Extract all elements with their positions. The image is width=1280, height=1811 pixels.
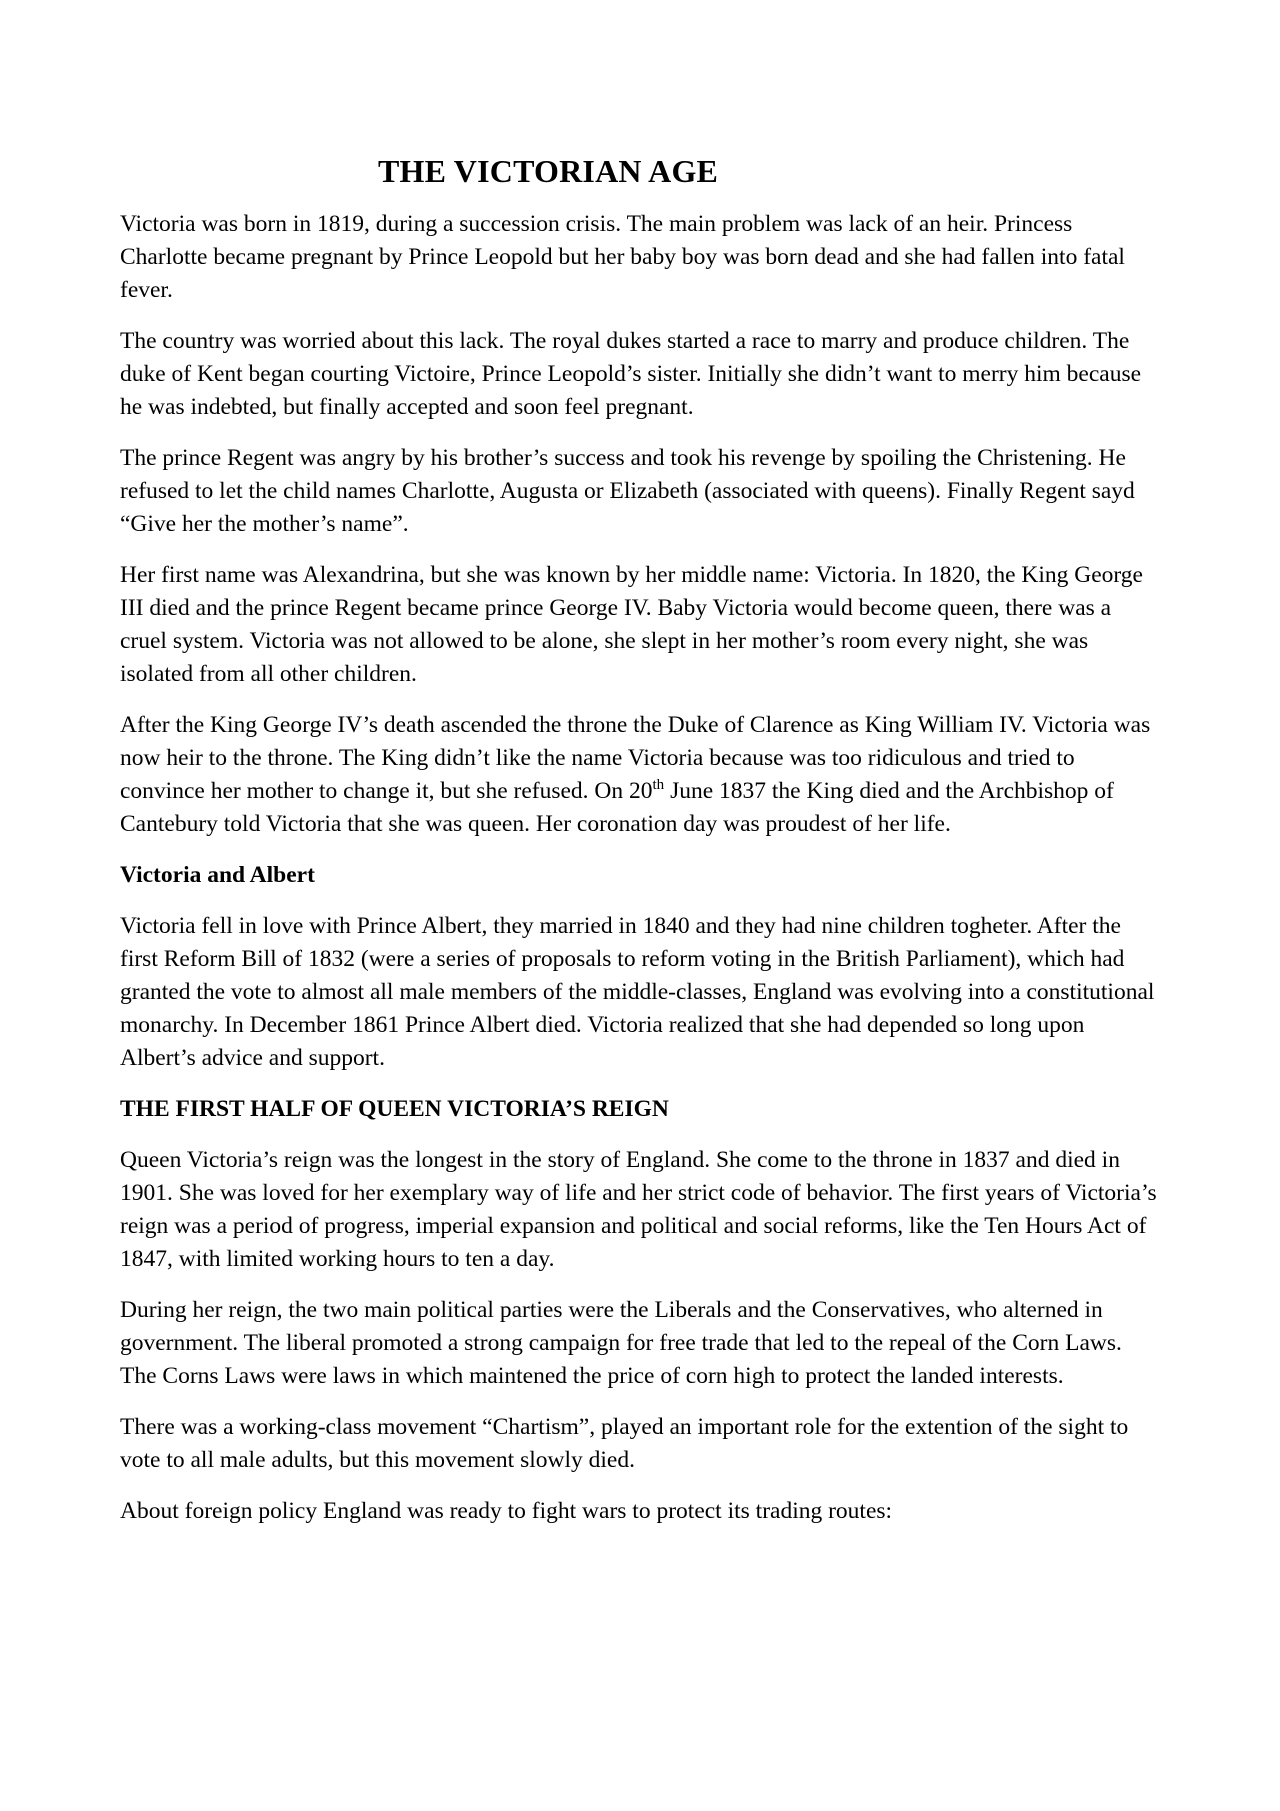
paragraph-childhood: Her first name was Alexandrina, but she was known by her middle name: Victoria. In 1820, the King George III died and the prince Regent became prince George IV. Baby Victoria would become queen, there was a cruel system. Victoria was not allowed to be alone, she slept in her mother’s room every night, she was isolated from all other children. bbox=[120, 562, 1143, 687]
accession-text-start: After the King George IV’s death ascended the throne the Duke of Clarence as King William IV. Victoria was now heir to the throne. The King didn’t like the name Victoria because was too ridiculous and tried to convince her mother to change it, but she refused. On 20 bbox=[120, 712, 1151, 804]
paragraph-foreign-policy: About foreign policy England was ready to fight wars to protect its trading routes: bbox=[120, 1498, 893, 1524]
paragraph-political-parties: During her reign, the two main political parties were the Liberals and the Conservatives, who alterned in government. The liberal promoted a strong campaign for free trade that led to the repeal of the Corn Laws. The Corns Laws were laws in which maintened the price of corn high to protect the landed interests. bbox=[120, 1297, 1122, 1389]
section-heading-first-half-reign: THE FIRST HALF OF QUEEN VICTORIA’S REIGN bbox=[120, 1096, 669, 1122]
paragraph-royal-dukes: The country was worried about this lack. The royal dukes started a race to marry and produce children. The duke of Kent began courting Victoire, Prince Leopold’s sister. Initially she didn’t want to merry him because he was indebted, but finally accepted and soon feel pregnant. bbox=[120, 328, 1142, 420]
paragraph-prince-regent: The prince Regent was angry by his brother’s success and took his revenge by spoiling the Christening. He refused to let the child names Charlotte, Augusta or Elizabeth (associated with queens). Finally Regent sayd “Give her the mother’s name”. bbox=[120, 445, 1135, 537]
paragraph-chartism: There was a working-class movement “Chartism”, played an important role for the extention of the sight to vote to all male adults, but this movement slowly died. bbox=[120, 1414, 1129, 1473]
paragraph-longest-reign: Queen Victoria’s reign was the longest in the story of England. She come to the throne in 1837 and died in 1901. She was loved for her exemplary way of life and her strict code of behavior. The first years of Victoria’s reign was a period of progress, imperial expansion and political and social reforms, like the Ten Hours Act of 1847, with limited working hours to ten a day. bbox=[120, 1147, 1157, 1272]
section-heading-victoria-albert: Victoria and Albert bbox=[120, 862, 315, 888]
date-ordinal-suffix: th bbox=[652, 777, 665, 794]
paragraph-birth: Victoria was born in 1819, during a succession crisis. The main problem was lack of an heir. Princess Charlotte became pregnant by Prince Leopold but her baby boy was born dead and she had fallen into fatal fever. bbox=[120, 211, 1125, 303]
page-title: THE VICTORIAN AGE bbox=[378, 153, 719, 189]
paragraph-marriage: Victoria fell in love with Prince Albert, they married in 1840 and they had nine children togheter. After the first Reform Bill of 1832 (were a series of proposals to reform voting in the British Parliament), which had granted the vote to almost all male members of the middle-classes, England was evolving into a constitutional monarchy. In December 1861 Prince Albert died. Victoria realized that she had depended so long upon Albert’s advice and support. bbox=[120, 913, 1155, 1071]
paragraph-accession bbox=[120, 709, 1160, 841]
accession-text-end: June 1837 the King died and the Archbishop of Cantebury told Victoria that she was queen. Her coronation day was proudest of her life. bbox=[120, 778, 1114, 837]
